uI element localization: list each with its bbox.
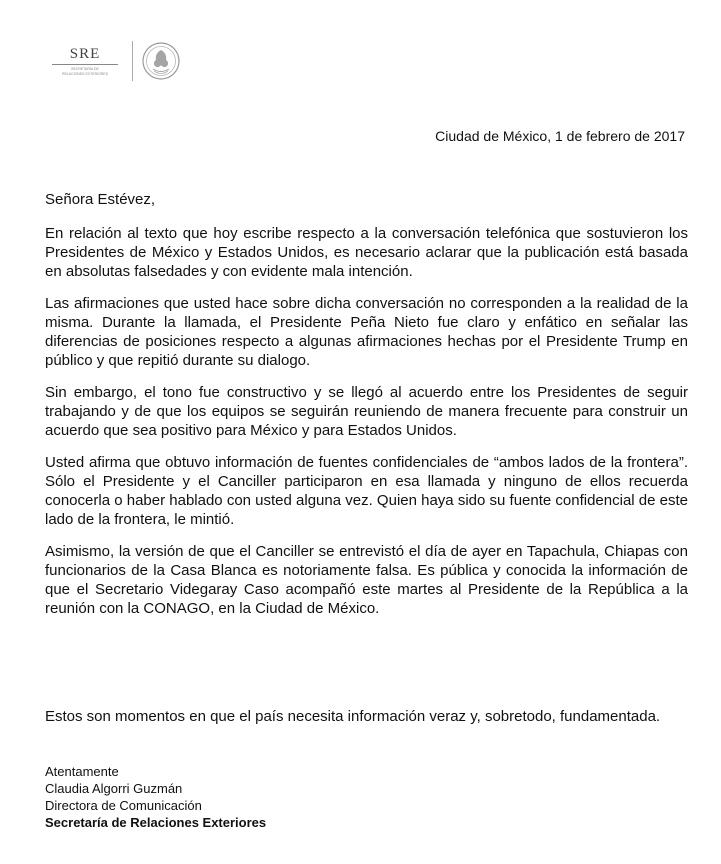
logo-wordmark: SRE <box>69 46 101 62</box>
closing-paragraph: Estos son momentos en que el país necesita información veraz y, sobretodo, fundamentada. <box>45 708 661 725</box>
mexico-seal-icon <box>141 41 181 81</box>
signature-block <box>45 763 266 831</box>
sre-logo <box>46 46 124 76</box>
paragraph-5: Asimismo, la versión de que el Canciller se entrevistó el día de ayer en Tapachula, Chiapas con funcionarios de la Casa Blanca es notoriamente falsa. Es pública y conocida la información de que el Secretario Videgaray Caso acompañó este martes al Presidente de la República a la reunión con la CONAGO, en la Ciudad de México. <box>45 543 688 617</box>
logo-subtitle-line2: RELACIONES EXTERIORES <box>61 71 109 76</box>
signatory-title: Directora de Comunicación <box>45 798 202 813</box>
salutation: Señora Estévez, <box>45 191 156 208</box>
paragraph-3: Sin embargo, el tono fue constructivo y se llegó al acuerdo entre los Presidentes de seguir trabajando y de que los equipos se seguirán reuniendo de manera frecuente para construir un acuerdo que sea positivo para México y para Estados Unidos. <box>45 384 688 439</box>
paragraph-1: En relación al texto que hoy escribe respecto a la conversación telefónica que sostuvieron los Presidentes de México y Estados Unidos, es necesario aclarar que la publicación está basada en absolutas falsedades y con evidente mala intención. <box>45 225 688 280</box>
logo-divider <box>132 41 133 81</box>
letter-date: Ciudad de México, 1 de febrero de 2017 <box>435 128 685 144</box>
paragraph-4: Usted afirma que obtuvo información de fuentes confidenciales de “ambos lados de la frontera”. Sólo el Presidente y el Canciller participaron en esa llamada y ninguno de ellos recuerda conocerla o haber hablado con usted alguna vez. Quien haya sido su fuente confidencial de este lado de la frontera, le mintió. <box>45 454 688 528</box>
signatory-name: Claudia Algorri Guzmán <box>45 781 183 796</box>
logo-subtitle-line1: SECRETARÍA DE <box>71 67 99 71</box>
letter-body <box>45 190 688 631</box>
letterhead <box>46 36 196 86</box>
valediction: Atentamente <box>45 764 119 779</box>
logo-rule <box>52 64 118 65</box>
paragraph-2: Las afirmaciones que usted hace sobre dicha conversación no corresponden a la realidad de la misma. Durante la llamada, el Presidente Peña Nieto fue claro y enfático en señalar las diferencias de posiciones respecto a algunas afirmaciones hechas por el Presidente Trump en público y que repitió durante su dialogo. <box>45 295 688 369</box>
signatory-organization: Secretaría de Relaciones Exteriores <box>45 815 267 830</box>
